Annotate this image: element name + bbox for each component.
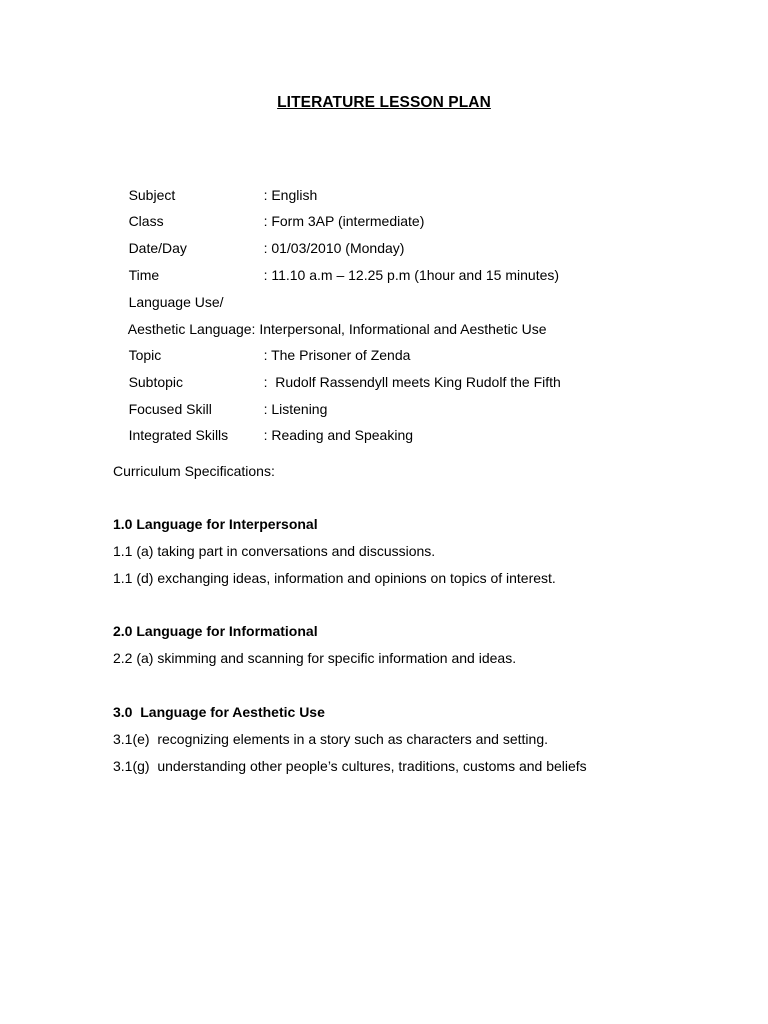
detail-label: Subject — [128, 187, 176, 203]
detail-label: Focused Skill — [128, 401, 212, 417]
detail-label: Topic — [128, 347, 162, 363]
section-heading: 3.0 Language for Aesthetic Use — [113, 704, 325, 720]
detail-label: Class — [128, 213, 164, 229]
detail-value: : 01/03/2010 (Monday) — [263, 240, 405, 256]
section-item: 3.1(e) recognizing elements in a story such as characters and setting. — [113, 731, 548, 747]
section-item: 3.1(g) understanding other people’s cultures, traditions, customs and beliefs — [113, 758, 587, 774]
section-heading: 2.0 Language for Informational — [113, 623, 318, 639]
detail-row-integrated-skills — [113, 408, 413, 462]
section-item: 1.1 (a) taking part in conversations and discussions. — [113, 543, 436, 559]
detail-value: : Rudolf Rassendyll meets King Rudolf the Fifth — [263, 374, 561, 390]
curriculum-heading: Curriculum Specifications: — [113, 463, 275, 479]
detail-value: : Form 3AP (intermediate) — [263, 213, 425, 229]
detail-value: Interpersonal, Informational and Aesthetic Use — [255, 321, 547, 337]
detail-value: : 11.10 a.m – 12.25 p.m (1hour and 15 minutes) — [263, 267, 560, 283]
section-heading: 1.0 Language for Interpersonal — [113, 516, 318, 532]
detail-label: Integrated Skills — [128, 427, 229, 443]
detail-value: : Reading and Speaking — [263, 427, 414, 443]
detail-value: : The Prisoner of Zenda — [263, 347, 411, 363]
detail-label: Time — [128, 267, 160, 283]
detail-value: : English — [263, 187, 318, 203]
detail-label: Language Use/ — [128, 294, 224, 310]
document-title: LITERATURE LESSON PLAN — [277, 94, 491, 111]
detail-label: Date/Day — [128, 240, 187, 256]
detail-label: Subtopic — [128, 374, 184, 390]
detail-value: : Listening — [263, 401, 328, 417]
detail-label: Aesthetic Language: — [127, 321, 256, 337]
section-item: 2.2 (a) skimming and scanning for specific information and ideas. — [113, 650, 517, 666]
section-item: 1.1 (d) exchanging ideas, information and opinions on topics of interest. — [113, 570, 556, 586]
